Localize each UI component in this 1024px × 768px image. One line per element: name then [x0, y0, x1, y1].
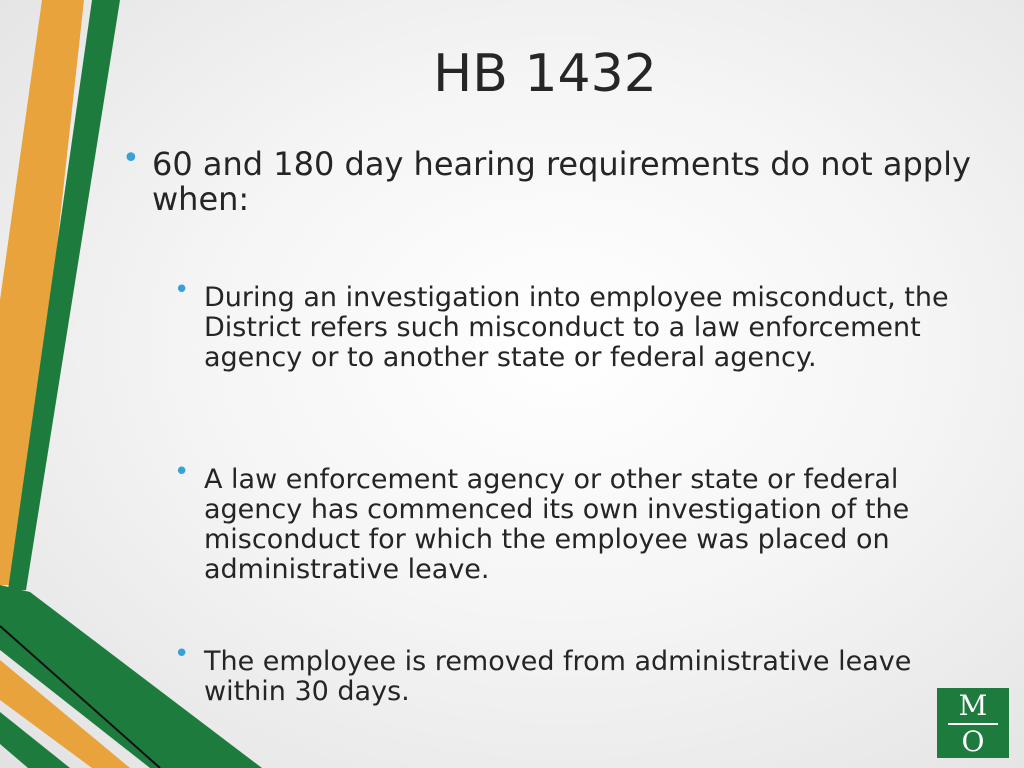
logo-letter-m: M [958, 689, 988, 722]
sub-bullet-3 [174, 639, 994, 707]
sub-bullet-1 [174, 275, 994, 373]
logo-letter-o: O [961, 725, 985, 758]
sub-bullet-text: A law enforcement agency or other state or federal agency has commenced its own investigation of the misconduct for which the employee was placed on administrative leave. [204, 464, 910, 585]
mo-logo [937, 688, 1009, 758]
slide-title: HB 1432 [433, 44, 657, 104]
bullet-dot-icon: • [174, 275, 190, 305]
sub-bullet-text: The employee is removed from administrative leave within 30 days. [204, 646, 912, 707]
sub-bullet-2 [174, 457, 994, 585]
main-bullet [122, 141, 982, 218]
bullet-dot-icon: • [122, 141, 140, 176]
sub-bullet-text: During an investigation into employee misconduct, the District refers such misconduct to a law enforcement agency or to another state or federal agency. [204, 282, 949, 373]
main-bullet-text: 60 and 180 day hearing requirements do not apply when: [152, 145, 971, 218]
bullet-dot-icon: • [174, 639, 190, 669]
bullet-dot-icon: • [174, 457, 190, 487]
